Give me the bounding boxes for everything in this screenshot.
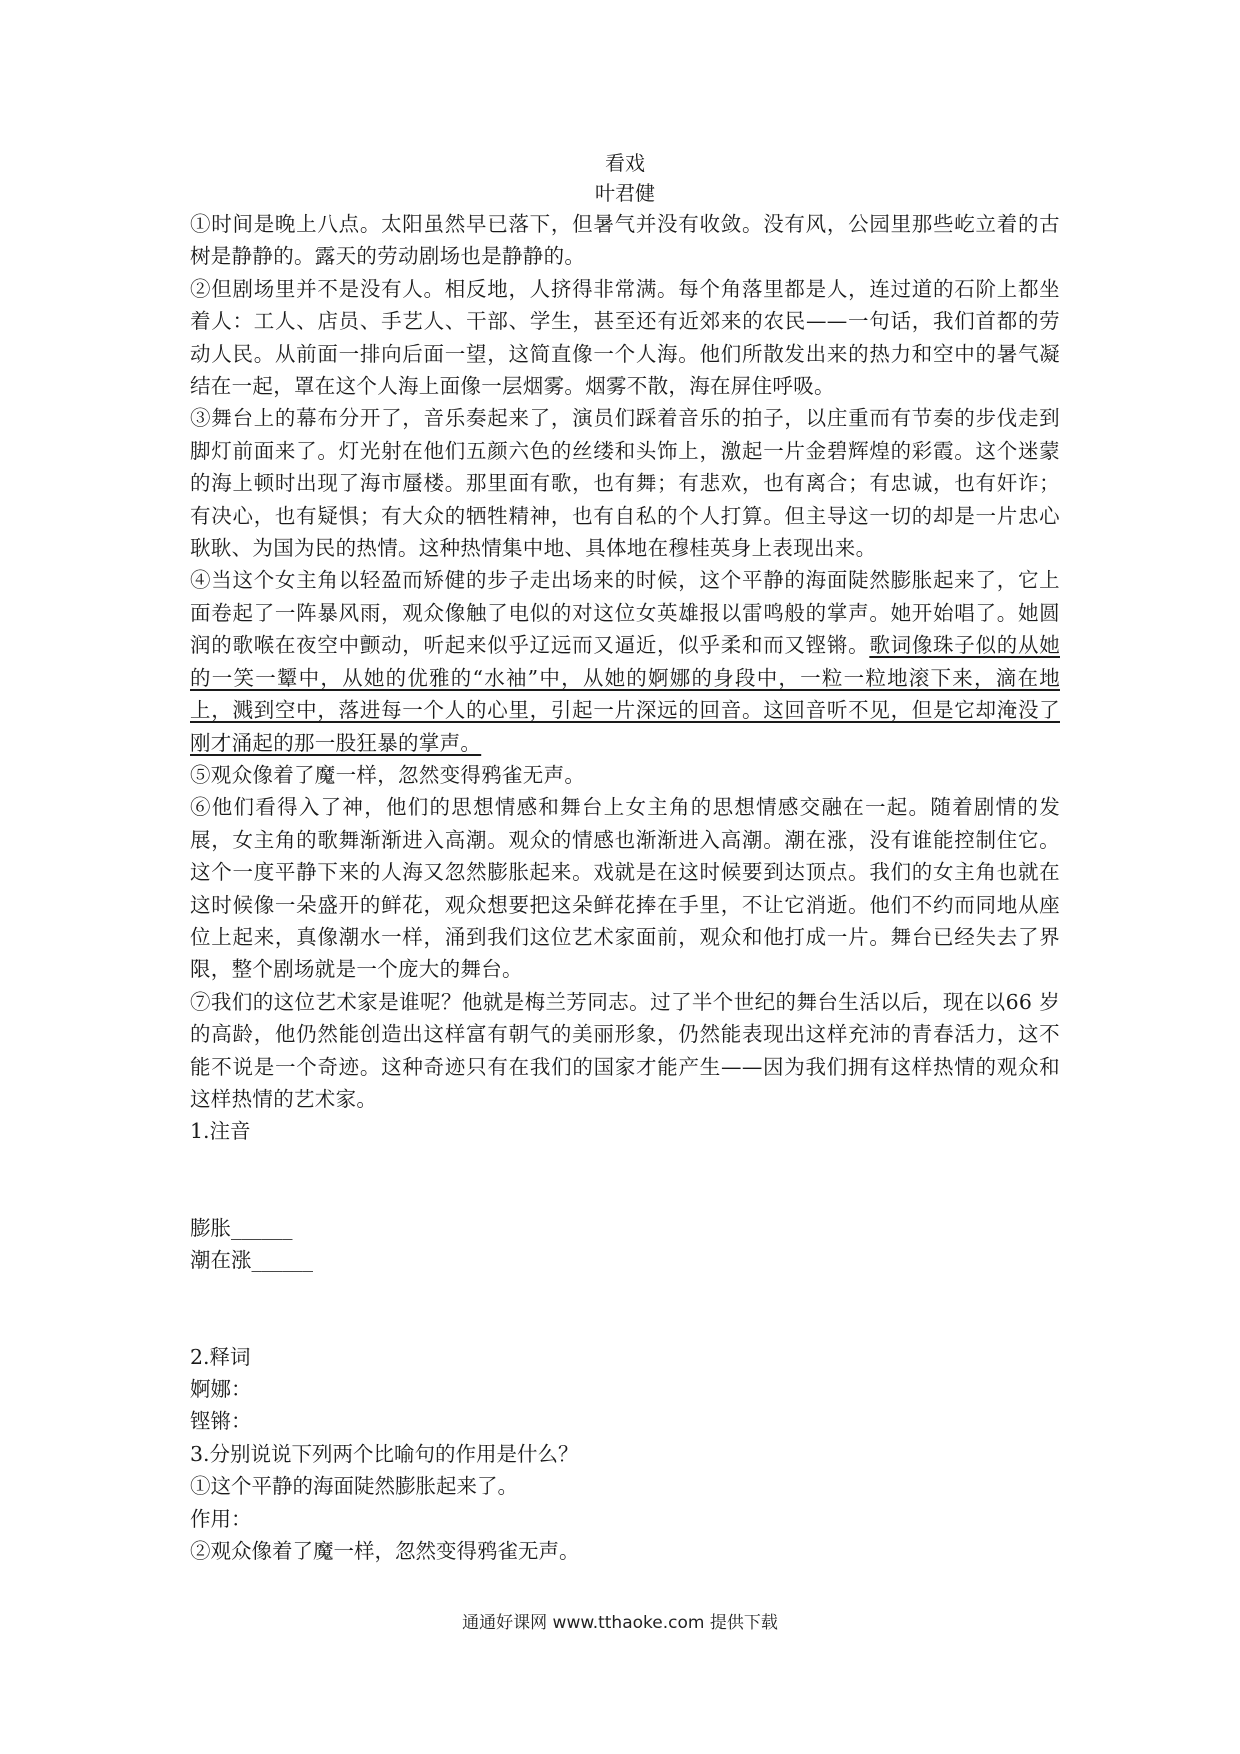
paragraph-2: ②但剧场里并不是没有人。相反地，人挤得非常满。每个角落里都是人，连过道的石阶上都坐着人：工人、店员、手艺人、干部、学生，甚至还有近郊来的农民——一句话，我们首都的劳动人民。从前面一排向后面一望，这简直像一个人海。他们所散发出来的热力和空中的暑气凝结在一起，罩在这个人海上面像一层烟雾。烟雾不散，海在屏住呼吸。 [190, 276, 1060, 399]
question-2-item-1: 婀娜： [190, 1377, 252, 1401]
article-author: 叶君健 [595, 181, 655, 205]
question-2-title: 2.释词 [190, 1344, 251, 1369]
paragraph-7: ⑦我们的这位艺术家是谁呢？他就是梅兰芳同志。过了半个世纪的舞台生活以后，现在以66 岁的高龄，他仍然能创造出这样富有朝气的美丽形象，仍然能表现出这样充沛的青春活力，这不能不说是一个奇迹。这种奇迹只有在我们的国家才能产生——因为我们拥有这样热情的观众和这样热情的艺术家。 [190, 989, 1060, 1111]
paragraph-6: ⑥他们看得入了神，他们的思想情感和舞台上女主角的思想情感交融在一起。随着剧情的发展，女主角的歌舞渐渐进入高潮。观众的情感也渐渐进入高潮。潮在涨，没有谁能控制住它。这个一度平静下来的人海又忽然膨胀起来。戏就是在这时候要到达顶点。我们的女主角也就在这时候像一朵盛开的鲜花，观众想要把这朵鲜花捧在手里，不让它消逝。他们不约而同地从座位上起来，真像潮水一样，涌到我们这位艺术家面前，观众和他打成一片。舞台已经失去了界限，整个剧场就是一个庞大的舞台。 [190, 795, 1060, 982]
question-3-answer-label: 作用： [190, 1506, 252, 1531]
question-1-item-1: 膨胀______ [190, 1215, 293, 1240]
spacer [190, 1277, 1060, 1341]
document-page [190, 148, 1060, 1567]
paragraph-3: ③舞台上的幕布分开了，音乐奏起来了，演员们踩着音乐的拍子，以庄重而有节奏的步伐走到脚灯前面来了。灯光射在他们五颜六色的丝缕和头饰上，激起一片金碧辉煌的彩霞。这个迷蒙的海上顿时出现了海市蜃楼。那里面有歌，也有舞；有悲欢，也有离合；有忠诚，也有奸诈；有决心，也有疑惧；有大众的牺牲精神，也有自私的个人打算。但主导这一切的却是一片忠心耿耿、为国为民的热情。这种热情集中地、具体地在穆桂英身上表现出来。 [190, 406, 1060, 561]
article-title: 看戏 [605, 151, 645, 175]
underlined-sentence: 歌词像珠子似的从她的一笑一颦中，从她的优雅的“水袖”中，从她的婀娜的身段中，一粒一粒地滚下来，滴在地上，溅到空中，落进每一个人的心里，引起一片深远的回音。这回音听不见，但是它却淹没了刚才涌起的那一股狂暴的掌声。 [190, 633, 1060, 755]
paragraph-4 [190, 564, 1060, 758]
question-1-title: 1.注音 [190, 1119, 251, 1144]
paragraph-4-text: ④当这个女主角以轻盈而矫健的步子走出场来的时候，这个平静的海面陡然膨胀起来了，它上面卷起了一阵暴风雨，观众像触了电似的对这位女英雄报以雷鸣般的掌声。她开始唱了。她圆润的歌喉在夜空中颤动，听起来似乎辽远而又逼近，似乎柔和而又铿锵。 [190, 568, 1060, 658]
question-1-item-2: 潮在涨______ [190, 1248, 313, 1273]
question-3-item-2: ②观众像着了魔一样，忽然变得鸦雀无声。 [190, 1539, 580, 1564]
footer-credit: 通通好课网 www.tthaoke.com 提供下载 [462, 1613, 778, 1633]
question-2-item-2: 铿锵： [190, 1409, 252, 1434]
question-3-item-1: ①这个平静的海面陡然膨胀起来了。 [190, 1474, 518, 1499]
spacer [190, 1148, 1060, 1212]
paragraph-1: ①时间是晚上八点。太阳虽然早已落下，但暑气并没有收敛。没有风，公园里那些屹立着的古树是静静的。露天的劳动剧场也是静静的。 [190, 212, 1060, 269]
paragraph-5: ⑤观众像着了魔一样，忽然变得鸦雀无声。 [190, 762, 586, 787]
question-3-title: 3.分别说说下列两个比喻句的作用是什么？ [190, 1441, 579, 1466]
